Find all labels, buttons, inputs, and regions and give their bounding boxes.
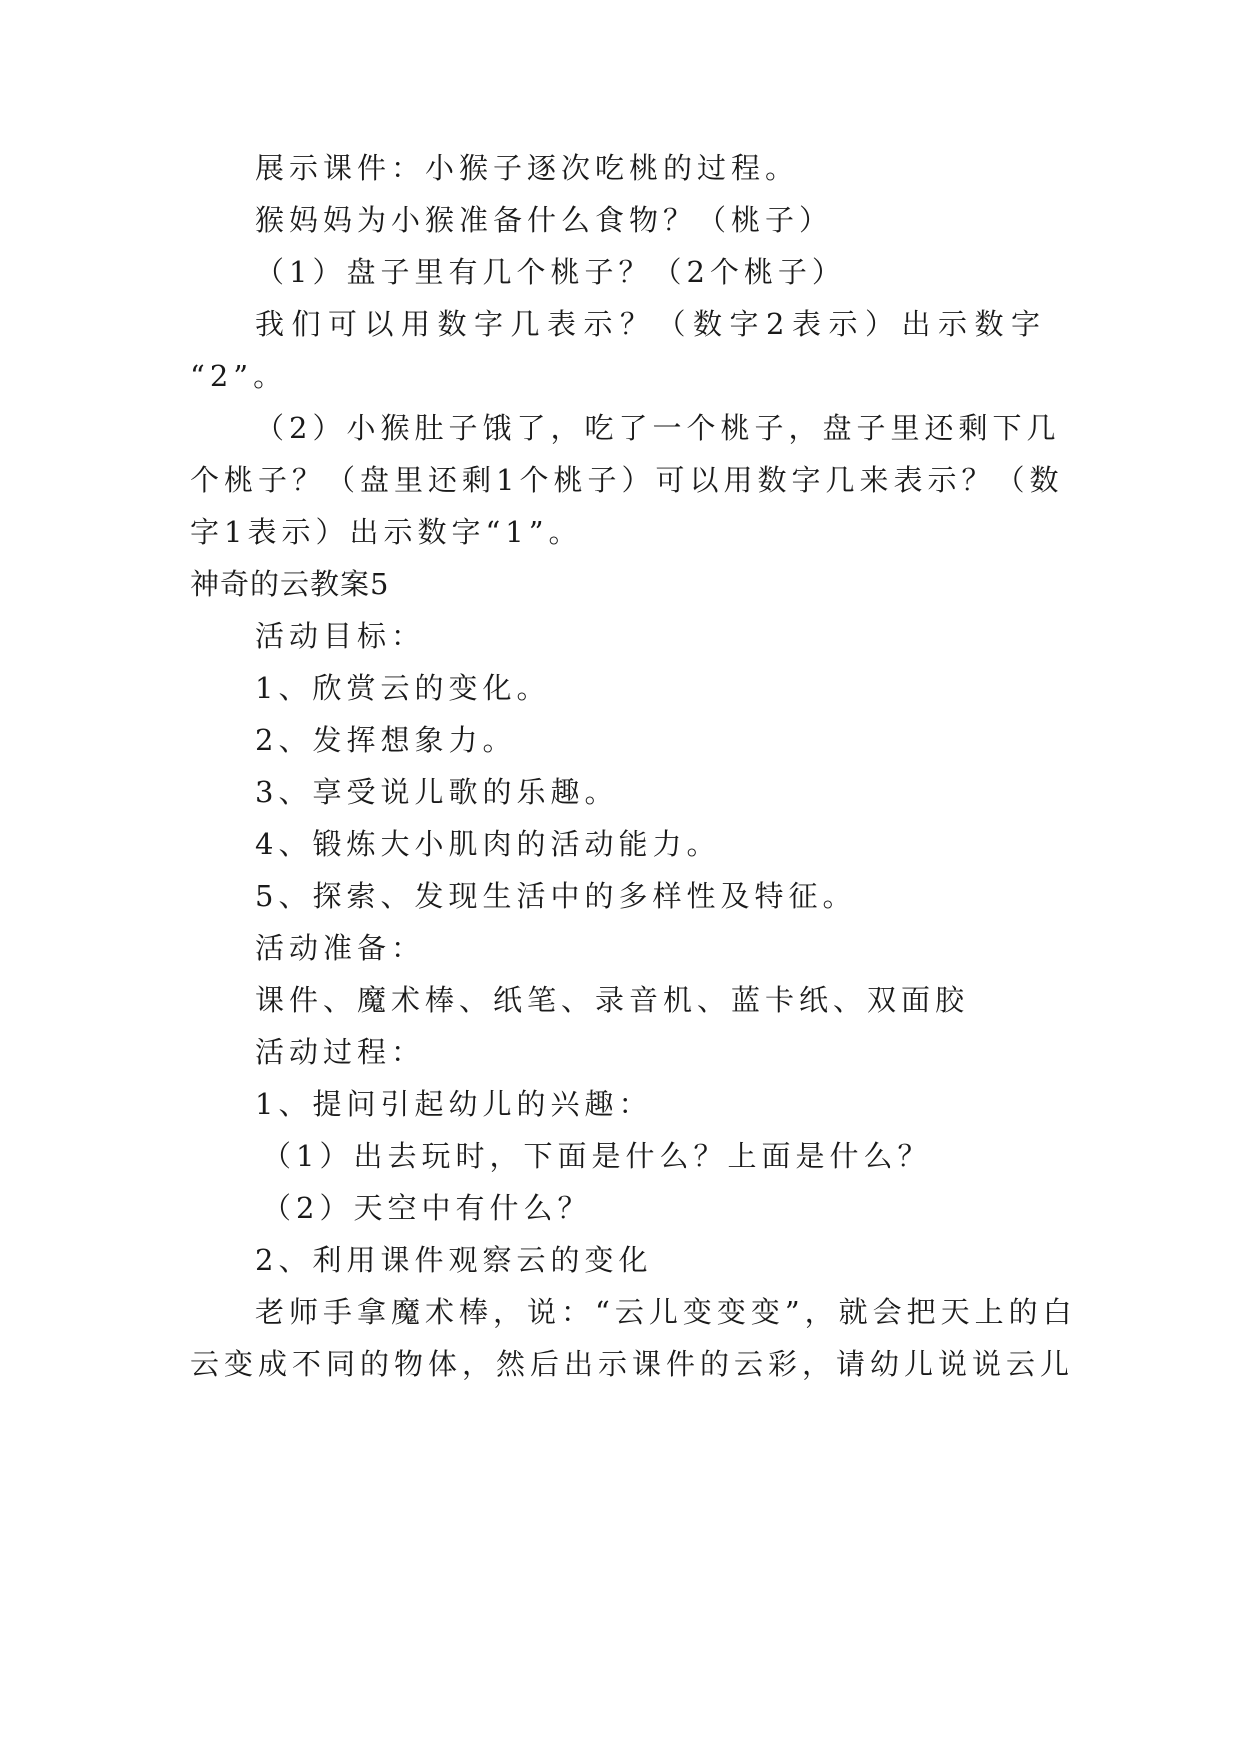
- list-item: 2、利用课件观察云的变化: [255, 1243, 653, 1277]
- paragraph-line: “2”。: [190, 359, 288, 393]
- heading-activity-goals: 活动目标：: [255, 619, 426, 653]
- heading-activity-prep: 活动准备：: [255, 931, 426, 965]
- paragraph-line: 老师手拿魔术棒，说：“云儿变变变”，就会把天上的白: [255, 1295, 1077, 1329]
- list-item: 5、探索、发现生活中的多样性及特征。: [255, 879, 857, 913]
- paragraph-line: 课件、魔术棒、纸笔、录音机、蓝卡纸、双面胶: [255, 983, 970, 1017]
- heading-activity-process: 活动过程：: [255, 1035, 426, 1069]
- paragraph-line: 我们可以用数字几表示？（数字2表示）出示数字: [255, 307, 1045, 341]
- section-title: 神奇的云教案5: [190, 567, 390, 601]
- list-item: 2、发挥想象力。: [255, 723, 517, 757]
- paragraph-line: （2）小猴肚子饿了，吃了一个桃子，盘子里还剩下几: [255, 411, 1061, 445]
- list-item: （2）天空中有什么？: [262, 1191, 592, 1225]
- list-item: （1）出去玩时，下面是什么？上面是什么？: [262, 1139, 932, 1173]
- list-item: 1、提问引起幼儿的兴趣：: [255, 1087, 653, 1121]
- paragraph-line: （1）盘子里有几个桃子？（2个桃子）: [255, 255, 846, 289]
- list-item: 1、欣赏云的变化。: [255, 671, 551, 705]
- paragraph-line: 个桃子？（盘里还剩1个桃子）可以用数字几来表示？（数: [190, 463, 1064, 497]
- list-item: 3、享受说儿歌的乐趣。: [255, 775, 619, 809]
- paragraph-line: 字1表示）出示数字“1”。: [190, 515, 583, 549]
- paragraph-line: 猴妈妈为小猴准备什么食物？（桃子）: [255, 203, 834, 237]
- paragraph-line: 云变成不同的物体，然后出示课件的云彩，请幼儿说说云儿: [190, 1347, 1075, 1381]
- paragraph-line: 展示课件：小猴子逐次吃桃的过程。: [255, 151, 800, 185]
- list-item: 4、锻炼大小肌肉的活动能力。: [255, 827, 721, 861]
